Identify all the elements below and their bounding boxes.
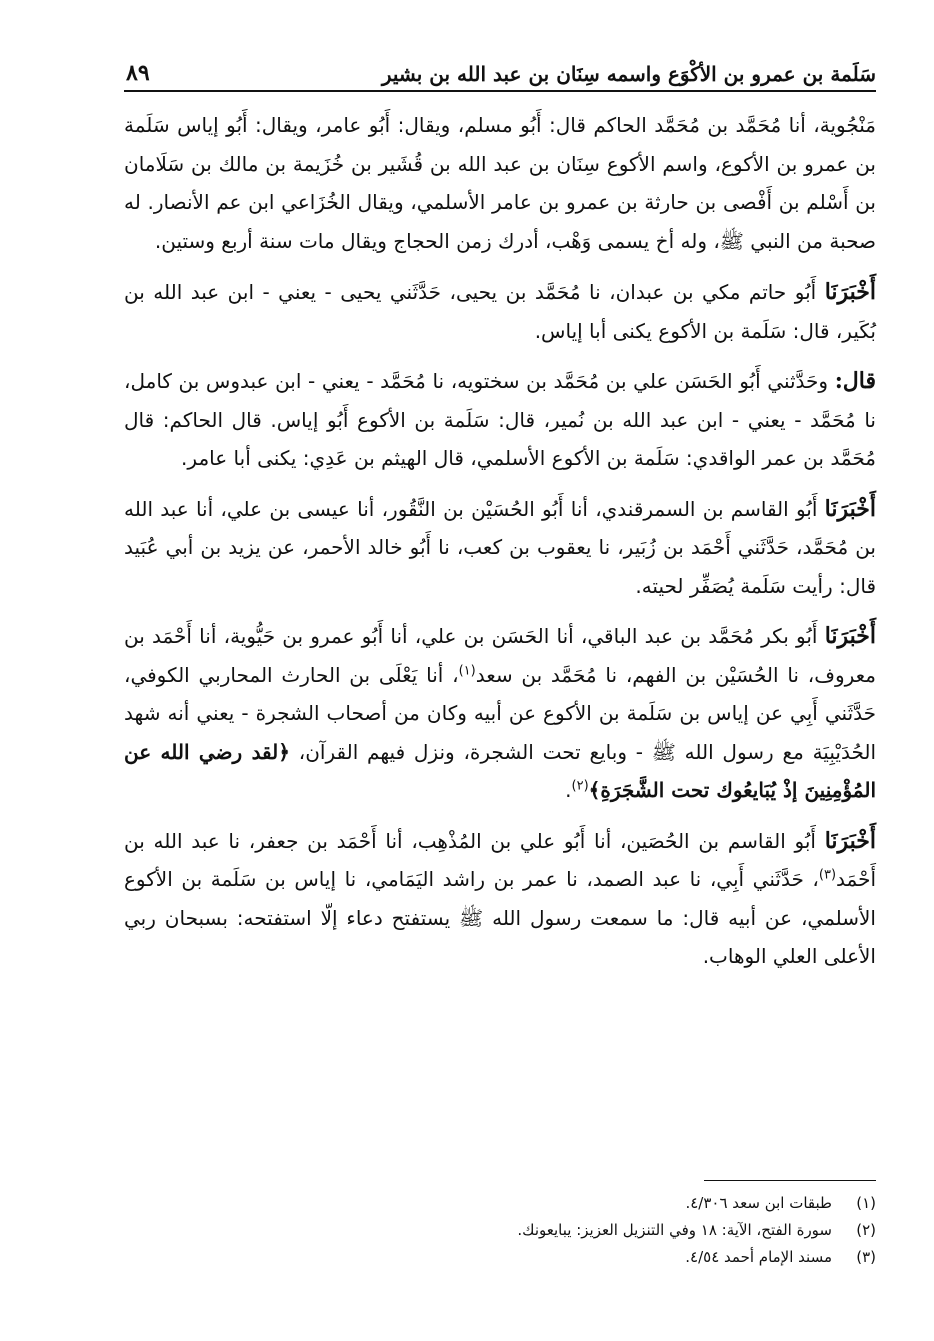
footnote-ref-1[interactable]: (١) — [458, 662, 476, 678]
narration-lead: أَخْبَرَنَا — [824, 827, 877, 854]
running-title: سَلَمة بن عمرو بن الأكْوَع واسمه سِنَان بن عبد الله بن بشير — [381, 62, 876, 86]
footnote-number: (٢) — [856, 1221, 876, 1239]
paragraph-narration — [124, 362, 876, 478]
main-text — [124, 106, 876, 976]
paragraph-text: مَنْجُوية، أنا مُحَمَّد بن مُحَمَّد الحاكم قال: أَبُو مسلم، ويقال: أَبُو عامر، ويقال: أَبُو إياس سَلَمة بن عمرو بن الأكوع، واسم الأكوع سِنَان بن عبد الله بن قُشَير بن خُزَيمة بن مالك بن سَلَامان بن أَسْلم بن أَفْصى بن حارثة بن عمرو بن عامر الأسلمي، ويقال الخُزَاعي ابن عم الأنصار. له صحبة من النبي ﷺ، وله أخ يسمى وَهْب، أدرك زمن الحجاج ويقال مات سنة أربع وستين. — [124, 113, 876, 253]
footnote-ref-2[interactable]: (٢) — [571, 778, 589, 794]
footnote-item — [124, 1190, 876, 1217]
footnote-separator — [704, 1180, 876, 1181]
footnote-item — [124, 1244, 876, 1271]
paragraph-text: ، أنا يَعْلَى بن الحارث المحاربي الكوفي، حَدَّثَني أَبِي عن إياس بن سَلَمة بن الأكوع عن أبيه وكان من أصحاب الشجرة - يعني أنه شهد الحُدَيْبِيَة مع رسول الله ﷺ - وبايع تحت الشجرة، ونزل فيهم القرآن، — [124, 662, 876, 764]
footnote-number: (١) — [856, 1194, 876, 1212]
paragraph-text: وحَدَّثني أَبُو الحَسَن علي بن مُحَمَّد بن سختويه، نا مُحَمَّد - يعني - ابن عبدوس بن كامل، نا مُحَمَّد - يعني - ابن عبد الله بن نُمير، قال: سَلَمة بن الأكوع أَبُو إياس. قال الحاكم: قال مُحَمَّد بن عمر الواقدي: سَلَمة بن الأكوع الأسلمي، قال الهيثم بن عَدِي: يكنى أبا عامر. — [124, 369, 876, 470]
paragraph-text: أَبُو القاسم بن السمرقندي، أنا أَبُو الحُسَيْن بن النَّقُور، أنا عيسى بن علي، أنا عبد الله بن مُحَمَّد، حَدَّثَني أَحْمَد بن زُبَير، نا يعقوب بن كعب، نا أَبُو خالد الأحمر، عن يزيد بن أبي عُبَيد قال: رأيت سَلَمة يُصَفِّر لحيته. — [124, 496, 876, 598]
footnote-text: مسند الإمام أحمد ٤/٥٤. — [685, 1248, 832, 1266]
page-header — [124, 52, 876, 92]
paragraph-text: . — [565, 778, 572, 802]
footnote-item — [124, 1217, 876, 1244]
footnote-text: سورة الفتح، الآية: ١٨ وفي التنزيل العزيز: يبايعونك. — [517, 1221, 832, 1239]
paragraph-text: ، حَدَّثَني أَبِي، نا عبد الصمد، نا عمر بن راشد اليَمَامي، نا إياس بن سَلَمة بن الأكوع الأسلمي، عن أبيه قال: ما سمعت رسول الله ﷺ يستفتح دعاء إلّا استفتحه: بسبحان ربي الأعلى العلي الوهاب. — [124, 867, 876, 968]
quran-verse: ﴿لقد رضي الله عن المُؤْمِنِينَ إذْ يُبَايعُوك تحت الشَّجَرَةِ﴾ — [124, 739, 876, 802]
paragraph-narration — [124, 617, 876, 810]
footnote-ref-3[interactable]: (٣) — [818, 867, 837, 883]
narration-lead: أَخْبَرَنَا — [824, 495, 876, 522]
paragraph-narration — [124, 273, 876, 350]
page-number: ٨٩ — [126, 60, 150, 86]
narration-lead: أَخْبَرَنَا — [824, 623, 877, 649]
book-page — [124, 52, 876, 1302]
narration-lead: قال: — [834, 368, 877, 394]
paragraph-text: أَبُو القاسم بن الحُصَين، أنا أَبُو علي بن المُذْهِب، أنا أَحْمَد بن جعفر، نا عبد الله بن أَحْمَد — [124, 828, 876, 891]
paragraph-text: أَبُو حاتم مكي بن عبدان، نا مُحَمَّد بن يحيى، حَدَّثَني يحيى - يعني - ابن عبد الله بن بُكَير، قال: سَلَمة بن الأكوع يكنى أبا إياس. — [124, 280, 876, 343]
narration-lead: أَخْبَرَنَا — [824, 279, 877, 305]
paragraph-text: أَبُو بكر مُحَمَّد بن عبد الباقي، أنا الحَسَن بن علي، أنا أَبُو عمرو بن حَيُّوية، أنا أَحْمَد بن معروف، نا الحُسَيْن بن الفهم، نا مُحَمَّد بن سعد — [124, 624, 877, 687]
footnotes — [124, 1190, 876, 1271]
footnote-number: (٣) — [856, 1248, 876, 1266]
paragraph-intro — [124, 106, 876, 260]
paragraph-narration — [124, 490, 876, 606]
paragraph-narration — [124, 822, 876, 976]
footnote-text: طبقات ابن سعد ٤/٣٠٦. — [685, 1194, 832, 1212]
